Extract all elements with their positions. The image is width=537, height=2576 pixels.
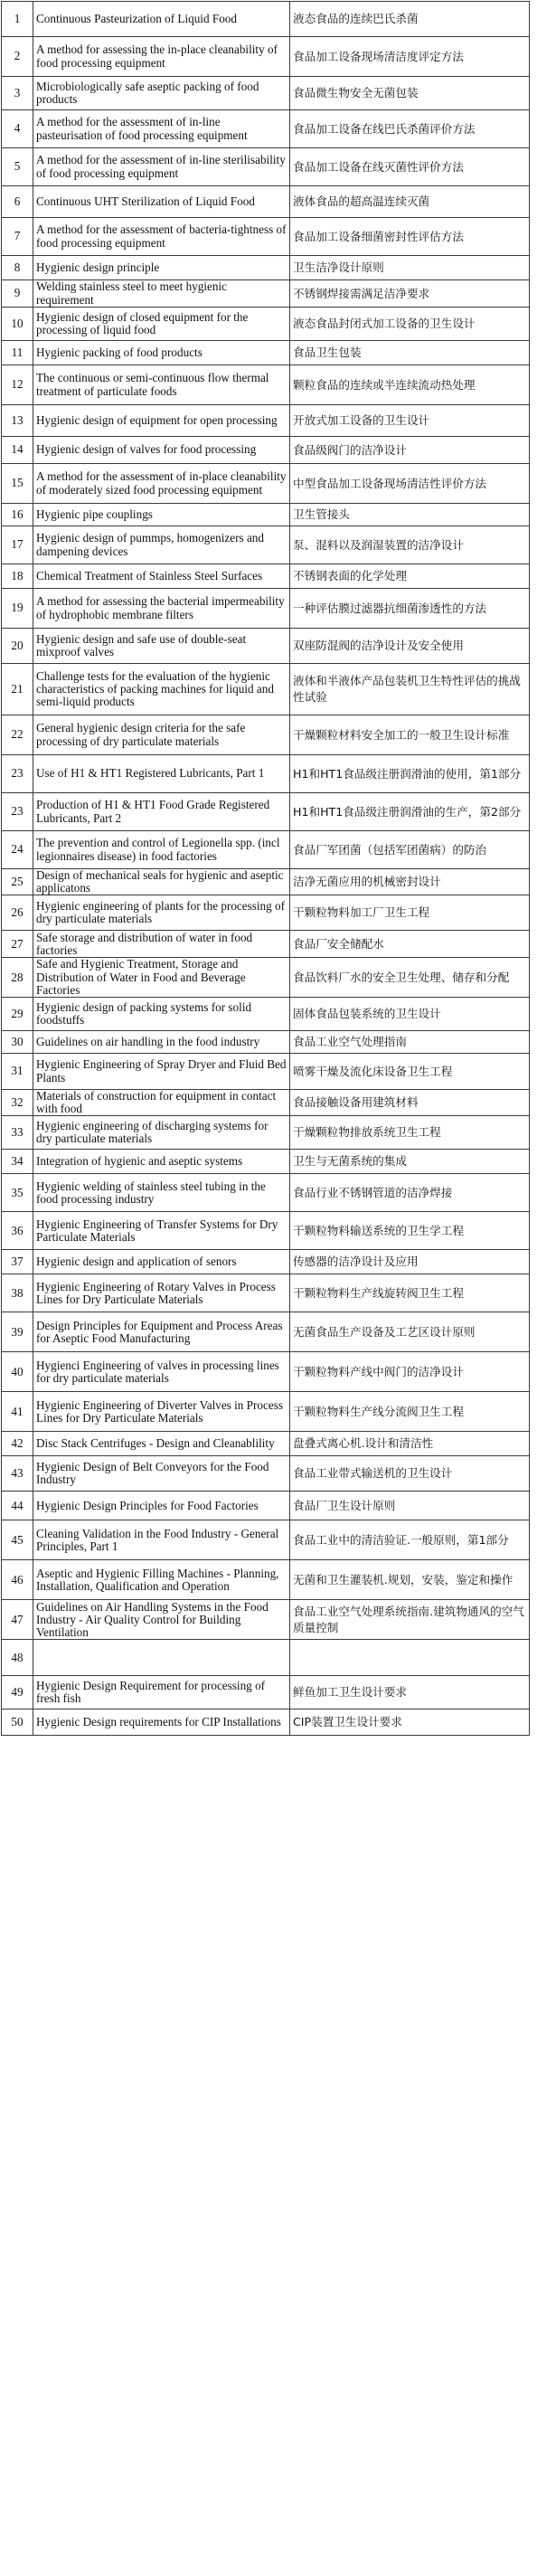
table-row: [2, 256, 530, 280]
row-number: 5: [2, 148, 33, 186]
row-number: 10: [2, 308, 33, 341]
chinese-title: 盘叠式离心机.设计和清洁性: [290, 1432, 530, 1456]
english-title: Hygienci Engineering of valves in processing lines for dry particulate materials: [33, 1352, 290, 1392]
english-title: A method for the assessment of in-place cleanability of moderately sized food processing equipment: [33, 464, 290, 504]
table-row: [2, 280, 530, 308]
table-row: [2, 564, 530, 589]
english-title: Hygienic design principle: [33, 256, 290, 280]
chinese-title: 干颗粒物料生产线旋转阀卫生工程: [290, 1274, 530, 1312]
table-row: [2, 186, 530, 218]
english-title: Guidelines on air handling in the food industry: [33, 1031, 290, 1054]
english-title: Chemical Treatment of Stainless Steel Surfaces: [33, 564, 290, 589]
chinese-title: 颗粒食品的连续或半连续流动热处理: [290, 365, 530, 405]
table-row: [2, 1392, 530, 1432]
english-title: Hygienic Engineering of Rotary Valves in Process Lines for Dry Particulate Materials: [33, 1274, 290, 1312]
row-number: 20: [2, 629, 33, 664]
english-title: Hygienic design and safe use of double-seat mixproof valves: [33, 629, 290, 664]
chinese-title: 液体和半液体产品包装机卫生特性评估的挑战性试验: [290, 664, 530, 715]
chinese-title: 食品级阀门的洁净设计: [290, 437, 530, 464]
chinese-title: H1和HT1食品级注册润滑油的生产，第2部分: [290, 793, 530, 831]
table-row: [2, 589, 530, 629]
table-row: [2, 998, 530, 1031]
table-row: [2, 1640, 530, 1676]
row-number: 34: [2, 1150, 33, 1174]
chinese-title: 干颗粒物料输送系统的卫生学工程: [290, 1212, 530, 1250]
english-title: Safe storage and distribution of water in food factories: [33, 931, 290, 958]
row-number: 18: [2, 564, 33, 589]
english-title: Production of H1 & HT1 Food Grade Registered Lubricants, Part 2: [33, 793, 290, 831]
english-title: Hygienic design and application of senors: [33, 1250, 290, 1274]
english-title: Welding stainless steel to meet hygienic requirement: [33, 280, 290, 308]
chinese-title: 泵、混料以及润湿装置的洁净设计: [290, 526, 530, 564]
chinese-title: 食品加工设备在线巴氏杀菌评价方法: [290, 110, 530, 148]
chinese-title: 鲜鱼加工卫生设计要求: [290, 1676, 530, 1709]
english-title: Hygienic Engineering of Diverter Valves in Process Lines for Dry Particulate Materials: [33, 1392, 290, 1432]
english-title: Aseptic and Hygienic Filling Machines - Planning, Installation, Qualification and Operation: [33, 1560, 290, 1600]
row-number: 2: [2, 37, 33, 77]
table-row: [2, 1054, 530, 1090]
row-number: 3: [2, 77, 33, 110]
chinese-title: 食品厂安全储配水: [290, 931, 530, 958]
table-row: [2, 1150, 530, 1174]
row-number: 33: [2, 1116, 33, 1150]
english-title: A method for the assessment of in-line pasteurisation of food processing equipment: [33, 110, 290, 148]
chinese-title: 传感器的洁净设计及应用: [290, 1250, 530, 1274]
english-title: Hygienic design of equipment for open processing: [33, 405, 290, 437]
table-row: [2, 464, 530, 504]
chinese-title: 食品工业空气处理指南: [290, 1031, 530, 1054]
english-title: Hygienic Engineering of Spray Dryer and Fluid Bed Plants: [33, 1054, 290, 1090]
table-row: [2, 1676, 530, 1709]
english-title: Hygienic Design of Belt Conveyors for the Food Industry: [33, 1456, 290, 1492]
row-number: 29: [2, 998, 33, 1031]
english-title: Hygienic Engineering of Transfer Systems for Dry Particulate Materials: [33, 1212, 290, 1250]
table-row: [2, 895, 530, 931]
row-number: 22: [2, 715, 33, 755]
english-title: Hygienic packing of food products: [33, 341, 290, 365]
table-row: [2, 526, 530, 564]
english-title: Integration of hygienic and aseptic systems: [33, 1150, 290, 1174]
table-row: [2, 1274, 530, 1312]
row-number: 23: [2, 793, 33, 831]
english-title: Guidelines on Air Handling Systems in the Food Industry - Air Quality Control for Building Ventilation: [33, 1600, 290, 1640]
chinese-title: [290, 1640, 530, 1676]
table-row: [2, 1312, 530, 1352]
table-row: [2, 715, 530, 755]
english-title: Design Principles for Equipment and Process Areas for Aseptic Food Manufacturing: [33, 1312, 290, 1352]
table-row: [2, 110, 530, 148]
row-number: 28: [2, 958, 33, 998]
table-row: [2, 1456, 530, 1492]
english-title: A method for the assessment of in-line sterilisability of food processing equipment: [33, 148, 290, 186]
english-title: Design of mechanical seals for hygienic and aseptic applicatons: [33, 869, 290, 895]
row-number: 17: [2, 526, 33, 564]
row-number: 41: [2, 1392, 33, 1432]
chinese-title: 双座防混阀的洁净设计及安全使用: [290, 629, 530, 664]
chinese-title: 食品加工设备在线灭菌性评价方法: [290, 148, 530, 186]
table-row: [2, 437, 530, 464]
table-row: [2, 1492, 530, 1520]
english-title: Safe and Hygienic Treatment, Storage and Distribution of Water in Food and Beverage Factories: [33, 958, 290, 998]
table-row: [2, 1520, 530, 1560]
chinese-title: 干燥颗粒材料安全加工的一般卫生设计标准: [290, 715, 530, 755]
row-number: 48: [2, 1640, 33, 1676]
row-number: 50: [2, 1709, 33, 1736]
english-title: Hygienic welding of stainless steel tubing in the food processing industry: [33, 1174, 290, 1212]
chinese-title: 食品工业带式输送机的卫生设计: [290, 1456, 530, 1492]
standards-table: [1, 1, 530, 1736]
chinese-title: CIP装置卫生设计要求: [290, 1709, 530, 1736]
english-title: Disc Stack Centrifuges - Design and Cleanablility: [33, 1432, 290, 1456]
chinese-title: 不锈钢焊接需满足洁净要求: [290, 280, 530, 308]
table-row: [2, 793, 530, 831]
chinese-title: 无菌食品生产设备及工艺区设计原则: [290, 1312, 530, 1352]
english-title: Materials of construction for equipment in contact with food: [33, 1090, 290, 1116]
row-number: 16: [2, 504, 33, 526]
row-number: 49: [2, 1676, 33, 1709]
table-row: [2, 218, 530, 256]
row-number: 43: [2, 1456, 33, 1492]
chinese-title: 食品微生物安全无菌包装: [290, 77, 530, 110]
english-title: Hygienic design of packing systems for solid foodstuffs: [33, 998, 290, 1031]
english-title: Hygienic engineering of discharging systems for dry particulate materials: [33, 1116, 290, 1150]
english-title: [33, 1640, 290, 1676]
table-row: [2, 37, 530, 77]
row-number: 19: [2, 589, 33, 629]
row-number: 40: [2, 1352, 33, 1392]
chinese-title: 干颗粒物料产线中阀门的洁净设计: [290, 1352, 530, 1392]
chinese-title: 洁净无菌应用的机械密封设计: [290, 869, 530, 895]
english-title: Use of H1 & HT1 Registered Lubricants, Part 1: [33, 755, 290, 793]
chinese-title: 食品厂卫生设计原则: [290, 1492, 530, 1520]
english-title: Hygienic Design Principles for Food Factories: [33, 1492, 290, 1520]
table-row: [2, 1709, 530, 1736]
row-number: 15: [2, 464, 33, 504]
row-number: 21: [2, 664, 33, 715]
row-number: 1: [2, 2, 33, 37]
chinese-title: 液态食品的连续巴氏杀菌: [290, 2, 530, 37]
table-row: [2, 664, 530, 715]
table-row: [2, 341, 530, 365]
table-row: [2, 1090, 530, 1116]
row-number: 14: [2, 437, 33, 464]
english-title: Hygienic design of valves for food processing: [33, 437, 290, 464]
row-number: 39: [2, 1312, 33, 1352]
row-number: 11: [2, 341, 33, 365]
english-title: Cleaning Validation in the Food Industry - General Principles, Part 1: [33, 1520, 290, 1560]
english-title: A method for assessing the in-place cleanability of food processing equipment: [33, 37, 290, 77]
row-number: 8: [2, 256, 33, 280]
chinese-title: 卫生与无菌系统的集成: [290, 1150, 530, 1174]
row-number: 23: [2, 755, 33, 793]
table-row: [2, 504, 530, 526]
chinese-title: 固体食品包装系统的卫生设计: [290, 998, 530, 1031]
chinese-title: 卫生管接头: [290, 504, 530, 526]
row-number: 42: [2, 1432, 33, 1456]
row-number: 30: [2, 1031, 33, 1054]
row-number: 38: [2, 1274, 33, 1312]
table-row: [2, 958, 530, 998]
row-number: 35: [2, 1174, 33, 1212]
row-number: 24: [2, 831, 33, 869]
table-row: [2, 1116, 530, 1150]
chinese-title: 食品工业中的清洁验证.一般原则，第1部分: [290, 1520, 530, 1560]
row-number: 45: [2, 1520, 33, 1560]
english-title: Hygienic design of closed equipment for the processing of liquid food: [33, 308, 290, 341]
table-row: [2, 1174, 530, 1212]
row-number: 12: [2, 365, 33, 405]
table-row: [2, 77, 530, 110]
chinese-title: 干颗粒物料生产线分流阀卫生工程: [290, 1392, 530, 1432]
chinese-title: 食品饮料厂水的安全卫生处理、储存和分配: [290, 958, 530, 998]
row-number: 27: [2, 931, 33, 958]
table-row: [2, 629, 530, 664]
chinese-title: 食品卫生包装: [290, 341, 530, 365]
table-row: [2, 931, 530, 958]
table-row: [2, 308, 530, 341]
english-title: Continuous Pasteurization of Liquid Food: [33, 2, 290, 37]
standards-table-body: [2, 2, 530, 1736]
english-title: Continuous UHT Sterilization of Liquid Food: [33, 186, 290, 218]
chinese-title: 一种评估膜过滤器抗细菌渗透性的方法: [290, 589, 530, 629]
english-title: Hygienic Design Requirement for processing of fresh fish: [33, 1676, 290, 1709]
row-number: 37: [2, 1250, 33, 1274]
english-title: Microbiologically safe aseptic packing of food products: [33, 77, 290, 110]
chinese-title: 食品接触设备用建筑材料: [290, 1090, 530, 1116]
table-row: [2, 831, 530, 869]
chinese-title: 食品行业不锈钢管道的洁净焊接: [290, 1174, 530, 1212]
table-row: [2, 1560, 530, 1600]
table-row: [2, 869, 530, 895]
row-number: 36: [2, 1212, 33, 1250]
english-title: A method for the assessment of bacteria-tightness of food processing equipment: [33, 218, 290, 256]
chinese-title: 干燥颗粒物排放系统卫生工程: [290, 1116, 530, 1150]
chinese-title: 液体食品的超高温连续灭菌: [290, 186, 530, 218]
english-title: General hygienic design criteria for the safe processing of dry particulate materials: [33, 715, 290, 755]
english-title: The continuous or semi-continuous flow thermal treatment of particulate foods: [33, 365, 290, 405]
table-row: [2, 1031, 530, 1054]
english-title: The prevention and control of Legionella spp. (incl legionnaires disease) in food factories: [33, 831, 290, 869]
row-number: 25: [2, 869, 33, 895]
chinese-title: 食品厂军团菌（包括军团菌病）的防治: [290, 831, 530, 869]
chinese-title: 食品加工设备细菌密封性评估方法: [290, 218, 530, 256]
table-row: [2, 405, 530, 437]
table-row: [2, 1352, 530, 1392]
english-title: Hygienic Design requirements for CIP Installations: [33, 1709, 290, 1736]
chinese-title: 卫生洁净设计原则: [290, 256, 530, 280]
table-row: [2, 1250, 530, 1274]
row-number: 46: [2, 1560, 33, 1600]
row-number: 7: [2, 218, 33, 256]
table-row: [2, 1432, 530, 1456]
row-number: 6: [2, 186, 33, 218]
row-number: 44: [2, 1492, 33, 1520]
chinese-title: 无菌和卫生灌装机.规划，安装，鉴定和操作: [290, 1560, 530, 1600]
chinese-title: 中型食品加工设备现场清洁性评价方法: [290, 464, 530, 504]
row-number: 31: [2, 1054, 33, 1090]
chinese-title: 喷雾干燥及流化床设备卫生工程: [290, 1054, 530, 1090]
chinese-title: 食品工业空气处理系统指南.建筑物通风的空气质量控制: [290, 1600, 530, 1640]
table-row: [2, 1212, 530, 1250]
chinese-title: 不锈钢表面的化学处理: [290, 564, 530, 589]
row-number: 4: [2, 110, 33, 148]
table-row: [2, 755, 530, 793]
english-title: Hygienic engineering of plants for the processing of dry particulate materials: [33, 895, 290, 931]
english-title: Challenge tests for the evaluation of the hygienic characteristics of packing machines for liquid and semi-liquid products: [33, 664, 290, 715]
chinese-title: 液态食品封闭式加工设备的卫生设计: [290, 308, 530, 341]
row-number: 47: [2, 1600, 33, 1640]
english-title: A method for assessing the bacterial impermeability of hydrophobic membrane filters: [33, 589, 290, 629]
row-number: 13: [2, 405, 33, 437]
row-number: 32: [2, 1090, 33, 1116]
chinese-title: 开放式加工设备的卫生设计: [290, 405, 530, 437]
table-row: [2, 2, 530, 37]
chinese-title: H1和HT1食品级注册润滑油的使用，第1部分: [290, 755, 530, 793]
english-title: Hygienic pipe couplings: [33, 504, 290, 526]
table-row: [2, 365, 530, 405]
table-row: [2, 148, 530, 186]
row-number: 9: [2, 280, 33, 308]
row-number: 26: [2, 895, 33, 931]
chinese-title: 干颗粒物料加工厂卫生工程: [290, 895, 530, 931]
table-row: [2, 1600, 530, 1640]
chinese-title: 食品加工设备现场清洁度评定方法: [290, 37, 530, 77]
english-title: Hygienic design of pummps, homogenizers and dampening devices: [33, 526, 290, 564]
